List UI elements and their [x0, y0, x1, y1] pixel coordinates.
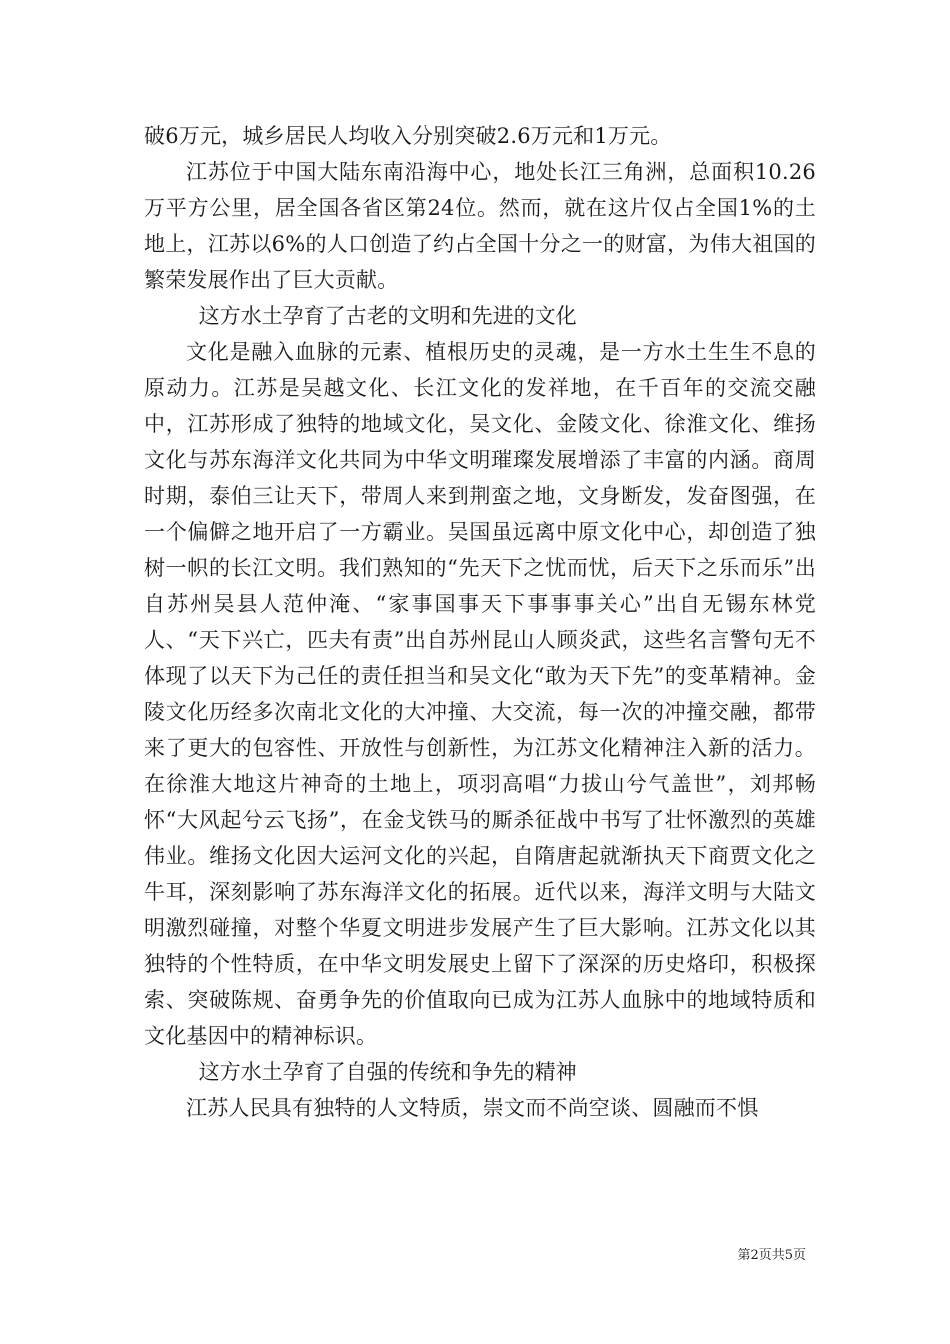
page-number: 第2页共5页: [737, 1248, 806, 1263]
section-heading-spirit: 这方水土孕育了自强的传统和争先的精神: [198, 1060, 577, 1084]
paragraph-culture: 文化是融入血脉的元素、植根历史的灵魂，是一方水土生生不息的原动力。江苏是吴越文化、长江文化的发祥地，在千百年的交流交融中，江苏形成了独特的地域文化，吴文化、金陵文化、徐淮文化、维扬文化与苏东海洋文化共同为中华文明璀璨发展增添了丰富的内涵。商周时期，泰伯三让天下，带周人来到荆蛮之地，文身断发，发奋图强，在一个偏僻之地开启了一方霸业。吴国虽远离中原文化中心，却创造了独树一帜的长江文明。我们熟知的“先天下之忧而忧，后天下之乐而乐”出自苏州吴县人范仲淹、“家事国事天下事事事关心”出自无锡东林党人、“天下兴亡，匹夫有责”出自苏州昆山人顾炎武，这些名言警句无不体现了以天下为己任的责任担当和吴文化“敢为天下先”的变革精神。金陵文化历经多次南北文化的大冲撞、大交流，每一次的冲撞交融，都带来了更大的包容性、开放性与创新性，为江苏文化精神注入新的活力。在徐淮大地这片神奇的土地上，项羽高唱“力拔山兮气盖世”，刘邦畅怀“大风起兮云飞扬”，在金戈铁马的厮杀征战中书写了壮怀激烈的英雄伟业。维扬文化因大运河文化的兴起，自隋唐起就渐执天下商贾文化之牛耳，深刻影响了苏东海洋文化的拓展。近代以来，海洋文明与大陆文明激烈碰撞，对整个华夏文明进步发展产生了巨大影响。江苏文化以其独特的个性特质，在中华文明发展史上留下了深深的历史烙印，积极探索、突破陈规、奋勇争先的价值取向已成为江苏人血脉中的地域特质和文化基因中的精神标识。: [144, 340, 816, 1048]
document-body: [144, 118, 816, 1126]
section-heading-culture: 这方水土孕育了古老的文明和先进的文化: [198, 304, 577, 328]
paragraph-spirit: 江苏人民具有独特的人文特质，崇文而不尚空谈、圆融而不惧: [186, 1096, 759, 1120]
paragraph-continued: 破6万元，城乡居民人均收入分别突破2.6万元和1万元。: [144, 124, 672, 148]
paragraph-jiangsu-location: 江苏位于中国大陆东南沿海中心，地处长江三角洲，总面积10.26万平方公里，居全国各省区第24位。然而，就在这片仅占全国1%的土地上，江苏以6%的人口创造了约占全国十分之一的财富，为伟大祖国的繁荣发展作出了巨大贡献。: [144, 160, 816, 292]
